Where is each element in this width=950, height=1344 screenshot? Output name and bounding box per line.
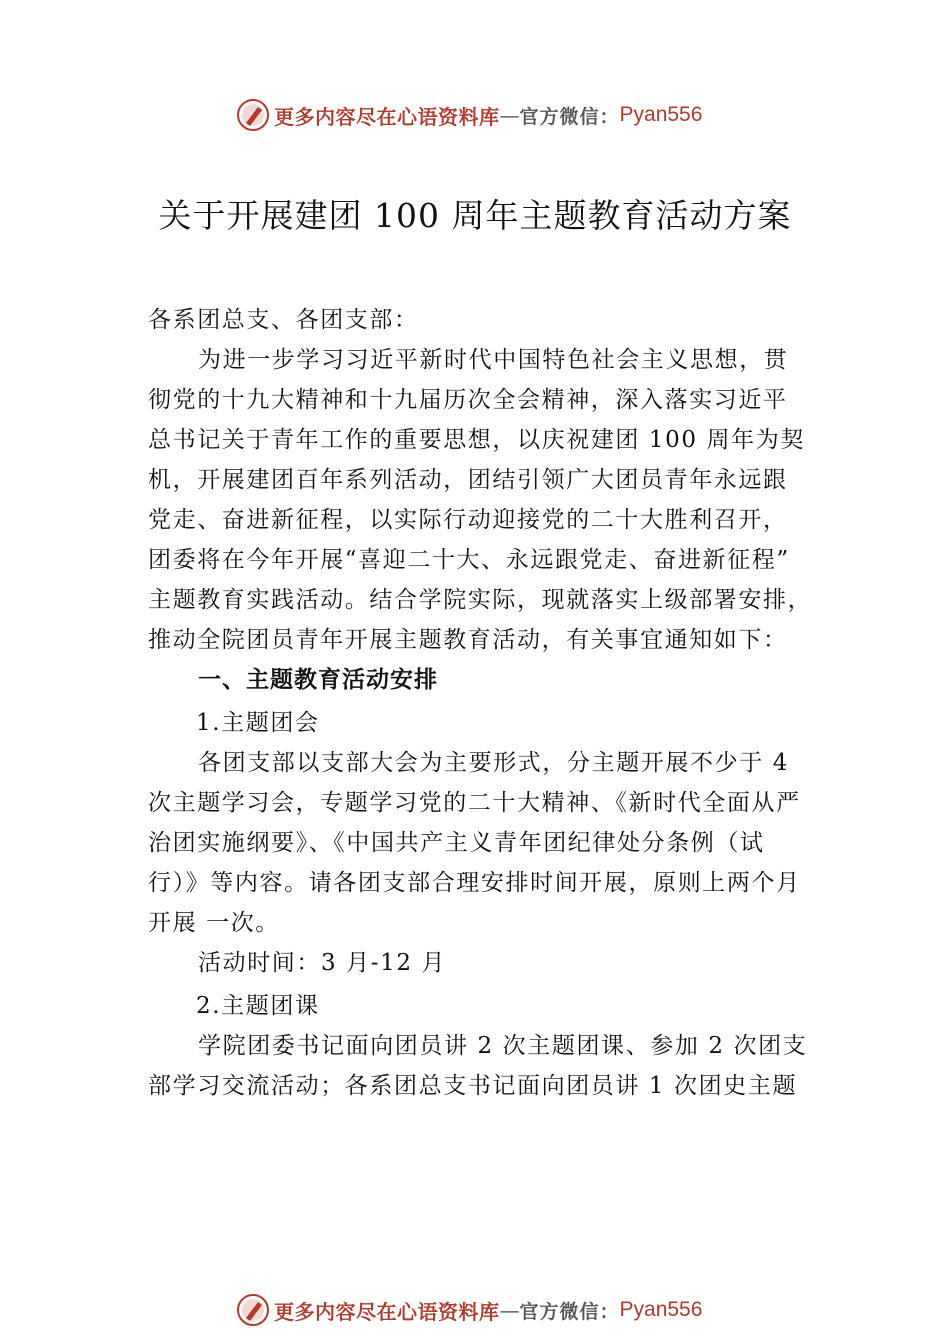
banner-wechat-id: Pyan556 — [619, 1298, 703, 1321]
body-line: 开展 一次。 — [148, 910, 280, 936]
salutation: 各系团总支、各团支部： — [148, 307, 419, 333]
document-body — [148, 300, 828, 1106]
body-line: 党走、奋进新征程，以实际行动迎接党的二十大胜利召开， — [148, 507, 788, 533]
body-line: 部学习交流活动；各系团总支书记面向团员讲 1 次团史主题 — [148, 1073, 798, 1099]
banner-sub-text: 官方微信： — [519, 105, 620, 128]
body-line: 推动全院团员青年开展主题教育活动，有关事宜通知如下： — [148, 627, 788, 653]
banner-dash: — — [499, 103, 520, 127]
document-title: 关于开展建团 100 周年主题教育活动方案 — [158, 196, 792, 235]
body-line: 次主题学习会，专题学习党的二十大精神、《新时代全面从严 — [148, 790, 801, 816]
banner-sub-text: 官方微信： — [519, 1300, 620, 1323]
banner-main-text: 更多内容尽在心语资料库 — [274, 104, 500, 129]
body-line: 为进一步学习习近平新时代中国特色社会主义思想，贯 — [198, 347, 789, 373]
subsection-heading: 1.主题团会 — [196, 710, 320, 736]
body-line: 主题教育实践活动。结合学院实际，现就落实上级部署安排， — [148, 587, 813, 613]
subsection-heading: 2.主题团课 — [196, 993, 320, 1019]
pen-logo-icon — [236, 1293, 270, 1327]
banner-main-text: 更多内容尽在心语资料库 — [274, 1299, 500, 1324]
banner-dash: — — [499, 1298, 520, 1322]
body-line: 行）》等内容。请各团支部合理安排时间开展，原则上两个月 — [148, 870, 801, 896]
body-line: 学院团委书记面向团员讲 2 次主题团课、参加 2 次团支 — [198, 1033, 808, 1059]
pen-logo-icon — [236, 98, 270, 132]
footer-banner — [236, 1290, 836, 1330]
body-line: 治团实施纲要》、《中国共产主义青年团纪律处分条例（试 — [148, 830, 765, 856]
body-line: 彻党的十九大精神和十九届历次全会精神，深入落实习近平 — [148, 387, 788, 413]
activity-time: 活动时间：3 月-12 月 — [198, 950, 447, 976]
body-line: 机，开展建团百年系列活动，团结引领广大团员青年永远跟 — [148, 467, 788, 493]
header-banner — [236, 95, 836, 135]
body-line: 总书记关于青年工作的重要思想，以庆祝建团 100 周年为契 — [148, 427, 805, 453]
section-heading: 一、主题教育活动安排 — [198, 667, 438, 693]
banner-wechat-id: Pyan556 — [619, 103, 703, 126]
body-line: 团委将在今年开展“喜迎二十大、永远跟党走、奋进新征程” — [148, 547, 790, 573]
body-line: 各团支部以支部大会为主要形式，分主题开展不少于 4 — [198, 750, 789, 776]
